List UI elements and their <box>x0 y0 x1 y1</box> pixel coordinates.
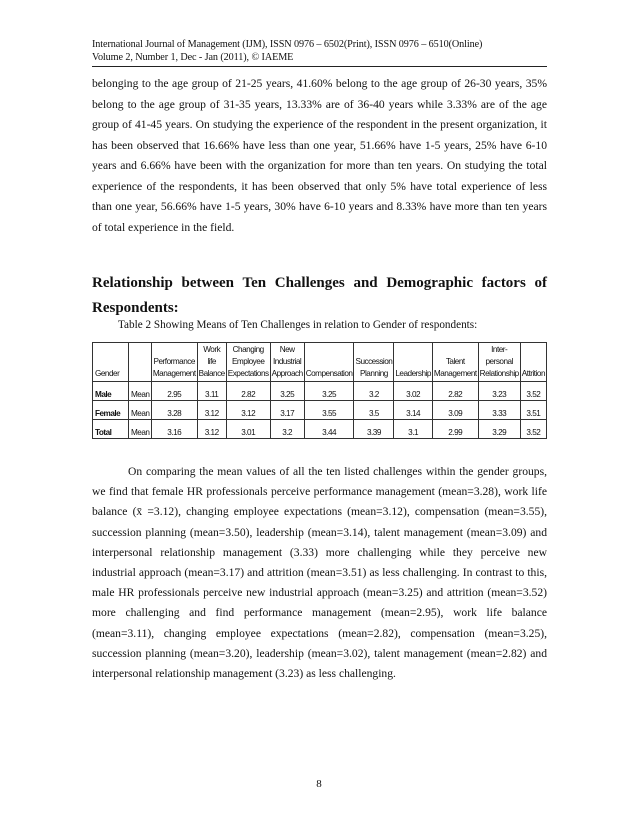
table-cell: 3.16 <box>151 420 197 439</box>
table-cell: 3.2 <box>270 420 304 439</box>
table-cell: 3.09 <box>432 401 478 420</box>
table-row <box>93 382 547 401</box>
header-line-1: International Journal of Management (IJM), ISSN 0976 – 6502(Print), ISSN 0976 – 6510(Online) <box>92 39 483 50</box>
table-cell: 2.95 <box>151 382 197 401</box>
table-cell: 3.52 <box>520 382 546 401</box>
col-header-attrition: Attrition <box>520 343 546 382</box>
header-line-2: Volume 2, Number 1, Dec - Jan (2011), © IAEME <box>92 52 294 63</box>
table-cell: 3.52 <box>520 420 546 439</box>
section-title: Relationship between Ten Challenges and Demographic factors of Respondents: <box>92 275 547 316</box>
row-stat: Mean <box>128 401 151 420</box>
col-header-talent: Talent Management <box>432 343 478 382</box>
header-rule <box>92 66 547 67</box>
gender-header: Gender <box>93 343 129 382</box>
table-cell: 3.1 <box>394 420 433 439</box>
col-header-leadership: Leadership <box>394 343 433 382</box>
table-cell: 3.39 <box>354 420 394 439</box>
table-cell: 3.12 <box>197 401 226 420</box>
table-cell: 3.28 <box>151 401 197 420</box>
row-stat: Mean <box>128 420 151 439</box>
col-header-changing-expectations: Changing Employee Expectations <box>226 343 270 382</box>
table-cell: 3.12 <box>197 420 226 439</box>
body-paragraph-2: On comparing the mean values of all the ten listed challenges within the gender groups, we find that female HR professionals perceive performance management (mean=3.28), work life balance (x̄ =3.12), changing employee expectations (mean=3.12), compensation (mean=3.55), succession planning (mean=3.50), leadership (mean=3.14), talent management (mean=3.09) and interpersonal relationship management (3.33) more challenging while they perceive new industrial approach (mean=3.17) and attrition (mean=3.51) as less challenging. In contrast to this, male HR professionals perceive new industrial approach (mean=3.25) and attrition (mean=3.52) more challenging and find performance management (mean=2.95), work life balance (mean=3.11), changing employee expectations (mean=2.82), compensation (mean=3.25), succession planning (mean=3.20), leadership (mean=3.02), talent management (mean=2.82) and interpersonal relationship management (3.23) as less challenging. <box>92 465 547 681</box>
table-row <box>93 420 547 439</box>
row-stat: Mean <box>128 382 151 401</box>
row-gender: Female <box>93 401 129 420</box>
table-cell: 2.82 <box>432 382 478 401</box>
col-header-performance: Performance Management <box>151 343 197 382</box>
col-header-interpersonal: Inter-personal Relationship <box>478 343 520 382</box>
table-cell: 3.5 <box>354 401 394 420</box>
body-paragraph-1: belonging to the age group of 21-25 years, 41.60% belong to the age group of 26-30 years, 35% belong to the age group of 31-35 years, 13.33% are of 36-40 years while 3.33% are of the age group of 41-45 years. On studying the experience of the respondent in the present organization, it has been observed that 16.66% have less than one year, 51.66% have 1-5 years, 25% have 6-10 years and 6.66% have been with the organization for more than ten years. On studying the total experience of the respondents, it has been observed that only 5% have total experience of less than one year, 56.66% have 1-5 years, 30% have 6-10 years and 8.33% have more than ten years of total experience in the field. <box>92 77 547 234</box>
table-cell: 3.23 <box>478 382 520 401</box>
table-cell: 3.25 <box>270 382 304 401</box>
table-cell: 3.51 <box>520 401 546 420</box>
means-table <box>92 342 547 439</box>
table-cell: 3.44 <box>304 420 354 439</box>
table-header-row <box>93 343 547 382</box>
page-number: 8 <box>316 778 322 790</box>
journal-header <box>92 38 552 64</box>
stat-header <box>128 343 151 382</box>
table-container <box>92 342 547 439</box>
row-gender: Total <box>93 420 129 439</box>
col-header-succession: Succession Planning <box>354 343 394 382</box>
col-header-work-life: Work life Balance <box>197 343 226 382</box>
table-cell: 3.01 <box>226 420 270 439</box>
table-cell: 3.2 <box>354 382 394 401</box>
col-header-new-industrial: New Industrial Approach <box>270 343 304 382</box>
table-cell: 3.55 <box>304 401 354 420</box>
table-cell: 3.29 <box>478 420 520 439</box>
table-cell: 2.82 <box>226 382 270 401</box>
table-cell: 2.99 <box>432 420 478 439</box>
row-gender: Male <box>93 382 129 401</box>
table-cell: 3.12 <box>226 401 270 420</box>
table-cell: 3.14 <box>394 401 433 420</box>
table-cell: 3.02 <box>394 382 433 401</box>
table-row <box>93 401 547 420</box>
table-cell: 3.25 <box>304 382 354 401</box>
table-cell: 3.11 <box>197 382 226 401</box>
table-cell: 3.33 <box>478 401 520 420</box>
table-caption: Table 2 Showing Means of Ten Challenges in relation to Gender of respondents: <box>118 319 478 331</box>
table-cell: 3.17 <box>270 401 304 420</box>
col-header-compensation: Compensation <box>304 343 354 382</box>
